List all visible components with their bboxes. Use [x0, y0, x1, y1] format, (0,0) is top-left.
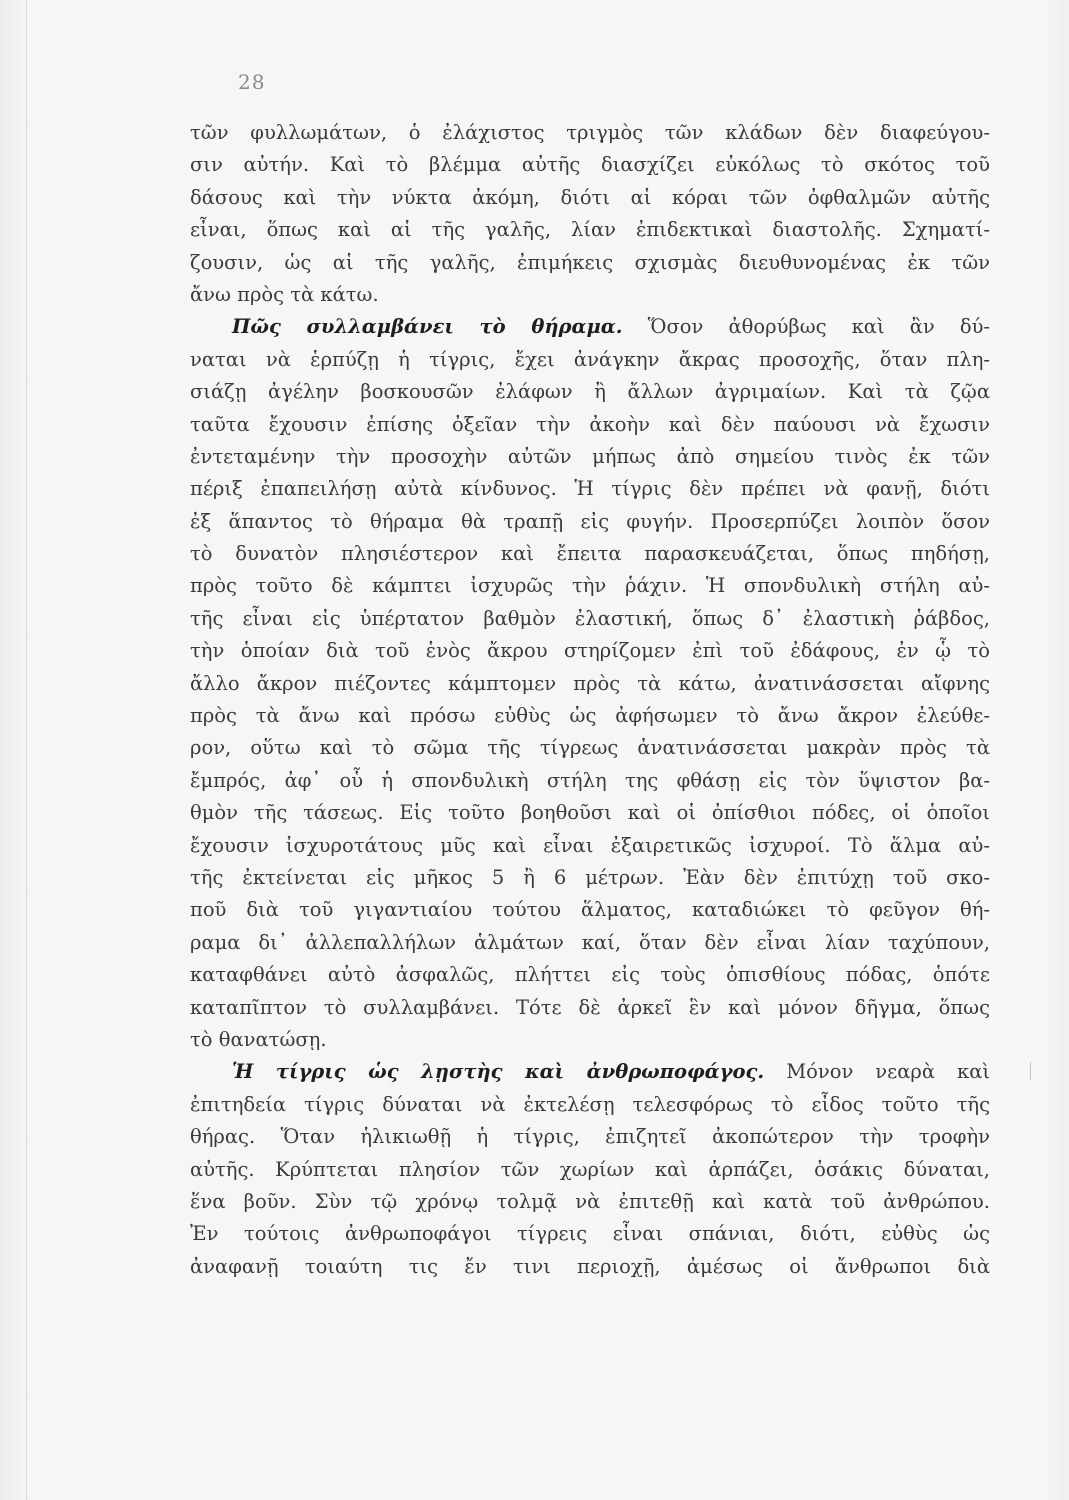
- text-line: τὴν ὁποίαν διὰ τοῦ ἑνὸς ἄκρου στηρίζομεν ἐπὶ τοῦ ἐδάφους, ἐν ᾧ τὸ: [190, 639, 990, 663]
- text-line: σιν αὐτήν. Καὶ τὸ βλέμμα αὐτῆς διασχίζει εὐκόλως τὸ σκότος τοῦ: [190, 153, 990, 177]
- scan-edge-line: [26, 0, 27, 1500]
- text-line: ἕνα βοῦν. Σὺν τῷ χρόνῳ τολμᾷ νὰ ἐπιτεθῇ καὶ κατὰ τοῦ ἀνθρώπου.: [190, 1189, 990, 1213]
- paragraph-hunting: [190, 311, 990, 1056]
- text-line: Ἐν τούτοις ἀνθρωποφάγοι τίγρεις εἶναι σπάνιαι, διότι, εὐθὺς ὡς: [190, 1222, 990, 1246]
- text-line: θήρας. Ὅταν ἡλικιωθῇ ἡ τίγρις, ἐπιζητεῖ ἀκοπώτερον τὴν τροφὴν: [190, 1125, 990, 1149]
- text-line: ἐπιτηδεία τίγρις δύναται νὰ ἐκτελέσῃ τελεσφόρως τὸ εἶδος τοῦτο τῆς: [190, 1092, 990, 1116]
- section-heading: Ἡ τίγρις ὡς λῃστὴς καὶ ἀνθρωποφάγος.: [232, 1060, 765, 1084]
- text-line: καταπῖπτον τὸ συλλαμβάνει. Τότε δὲ ἀρκεῖ ἓν καὶ μόνον δῆγμα, ὅπως: [190, 995, 990, 1019]
- text-line: τῆς ἐκτείνεται εἰς μῆκος 5 ἢ 6 μέτρων. Ἐὰν δὲν ἐπιτύχῃ τοῦ σκο-: [190, 865, 990, 889]
- text-line: θμὸν τῆς τάσεως. Εἰς τοῦτο βοηθοῦσι καὶ οἱ ὀπίσθιοι πόδες, οἱ ὁποῖοι: [190, 801, 990, 825]
- text-line: αὐτῆς. Κρύπτεται πλησίον τῶν χωρίων καὶ ἁρπάζει, ὁσάκις δύναται,: [190, 1157, 990, 1181]
- text-line: ἔμπρός, ἀφ᾽ οὗ ἡ σπονδυλικὴ στήλη της φθάσῃ εἰς τὸν ὕψιστον βα-: [190, 768, 990, 792]
- text-line: ἄνω πρὸς τὰ κάτω.: [190, 282, 379, 306]
- text-line: πρὸς τοῦτο δὲ κάμπτει ἰσχυρῶς τὴν ῥάχιν. Ἡ σπονδυλικὴ στήλη αὐ-: [190, 574, 990, 598]
- text-line: σιάζῃ ἀγέλην βοσκουσῶν ἐλάφων ἢ ἄλλων ἀγριμαίων. Καὶ τὰ ζῷα: [190, 380, 990, 404]
- text-line: τῆς εἶναι εἰς ὑπέρτατον βαθμὸν ἐλαστική, ὅπως δ᾽ ἐλαστικὴ ῥάβδος,: [190, 606, 990, 630]
- text-line: ἄλλο ἄκρον πιέζοντες κάμπτομεν πρὸς τὰ κάτω, ἀνατινάσσεται αἴφνης: [190, 671, 990, 695]
- paragraph-man-eater: [190, 1056, 990, 1283]
- page-number: 28: [238, 70, 266, 94]
- text-line: τῶν φυλλωμάτων, ὁ ἐλάχιστος τριγμὸς τῶν κλάδων δὲν διαφεύγου-: [190, 121, 990, 144]
- text-line: τὸ δυνατὸν πλησιέστερον καὶ ἔπειτα παρασκευάζεται, ὅπως πηδήσῃ,: [190, 542, 990, 566]
- text-line: ζουσιν, ὡς αἱ τῆς γαλῆς, ἐπιμήκεις σχισμὰς διευθυνομένας ἐκ τῶν: [190, 250, 990, 274]
- text-line: τὸ θανατώσῃ.: [190, 1027, 327, 1051]
- text-line: ρον, οὕτω καὶ τὸ σῶμα τῆς τίγρεως ἀνατινάσσεται μακρὰν πρὸς τὰ: [190, 736, 990, 760]
- text-line: ναται νὰ ἑρπύζῃ ἡ τίγρις, ἔχει ἀνάγκην ἄκρας προσοχῆς, ὅταν πλη-: [190, 347, 990, 371]
- text-line: ἔχουσιν ἰσχυροτάτους μῦς καὶ εἶναι ἐξαιρετικῶς ἰσχυροί. Τὸ ἅλμα αὐ-: [190, 833, 990, 857]
- text-line: ἀναφανῇ τοιαύτη τις ἔν τινι περιοχῇ, ἀμέσως οἱ ἄνθρωποι διὰ: [190, 1254, 990, 1278]
- body-text: [190, 117, 990, 1283]
- scan-mark: [1030, 1062, 1031, 1080]
- text-line: πέριξ ἐπαπειλήσῃ αὐτὰ κίνδυνος. Ἡ τίγρις δὲν πρέπει νὰ φανῇ, διότι: [190, 477, 990, 501]
- text-line: καταφθάνει αὐτὸ ἀσφαλῶς, πλήττει εἰς τοὺς ὀπισθίους πόδας, ὁπότε: [190, 963, 990, 987]
- text-run: Ὅσον ἀθορύβως καὶ ἂν δύ-: [647, 315, 990, 339]
- text-line: [190, 1056, 990, 1088]
- text-line: πρὸς τὰ ἄνω καὶ πρόσω εὐθὺς ὡς ἀφήσωμεν τὸ ἄνω ἄκρον ἐλεύθε-: [190, 704, 990, 728]
- text-line: ραμα δι᾽ ἀλλεπαλλήλων ἁλμάτων καί, ὅταν δὲν εἶναι λίαν ταχύπουν,: [190, 930, 990, 954]
- paragraph-eye-description: [190, 117, 990, 311]
- text-line: ταῦτα ἔχουσιν ἐπίσης ὀξεῖαν τὴν ἀκοὴν καὶ δὲν παύουσι νὰ ἔχωσιν: [190, 412, 990, 436]
- text-run: Μόνον νεαρὰ καὶ: [786, 1060, 990, 1084]
- text-line: δάσους καὶ τὴν νύκτα ἀκόμη, διότι αἱ κόραι τῶν ὀφθαλμῶν αὐτῆς: [190, 185, 990, 209]
- text-line: ποῦ διὰ τοῦ γιγαντιαίου τούτου ἅλματος, καταδιώκει τὸ φεῦγον θή-: [190, 898, 990, 922]
- text-line: ἐξ ἅπαντος τὸ θήραμα θὰ τραπῇ εἰς φυγήν. Προσερπύζει λοιπὸν ὅσον: [190, 509, 990, 533]
- text-line: [190, 311, 990, 343]
- section-heading: Πῶς συλλαμβάνει τὸ θήραμα.: [232, 315, 623, 339]
- text-line: ἐντεταμένην τὴν προσοχὴν αὐτῶν μήπως ἀπὸ σημείου τινὸς ἐκ τῶν: [190, 444, 990, 468]
- text-line: εἶναι, ὅπως καὶ αἱ τῆς γαλῆς, λίαν ἐπιδεκτικαὶ διαστολῆς. Σχηματί-: [190, 218, 990, 242]
